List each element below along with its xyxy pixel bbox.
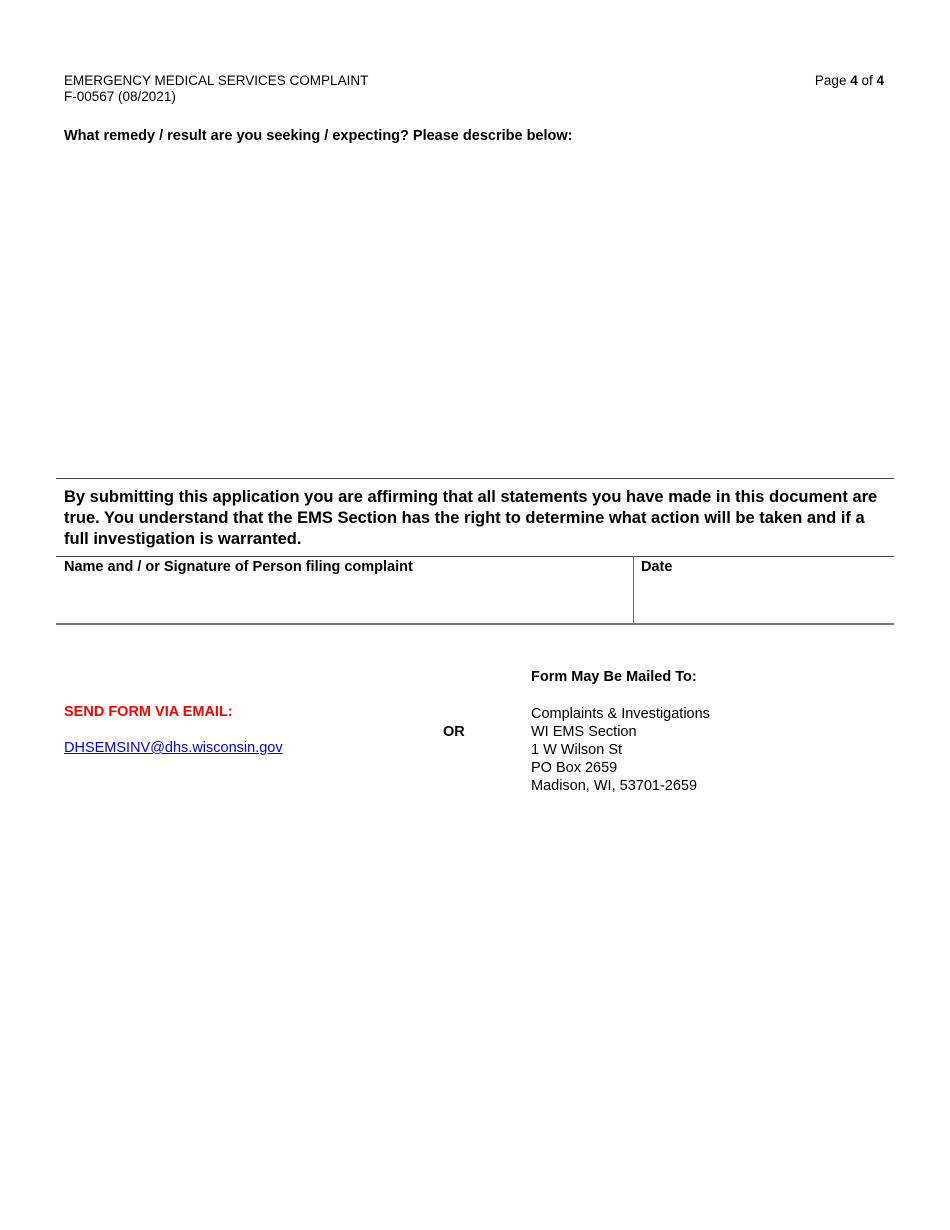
address-line: PO Box 2659 [531, 760, 618, 776]
signature-label: Name and / or Signature of Person filing complaint [64, 559, 413, 575]
address-line: 1 W Wilson St [531, 742, 623, 758]
divider [56, 623, 894, 625]
signature-field[interactable] [56, 580, 631, 622]
divider [56, 478, 894, 479]
divider-vertical [633, 556, 634, 623]
address-line: WI EMS Section [531, 724, 637, 740]
date-label: Date [641, 559, 673, 575]
divider [56, 556, 894, 557]
page-number [815, 73, 884, 89]
remedy-question: What remedy / result are you seeking / expecting? Please describe below: [64, 128, 573, 144]
form-number: F-00567 (08/2021) [64, 89, 176, 104]
mail-heading: Form May Be Mailed To: [531, 669, 697, 685]
page-current: 4 [850, 73, 858, 88]
page-prefix: Page [814, 73, 851, 88]
or-label: OR [443, 724, 465, 740]
email-link[interactable]: DHSEMSINV@dhs.wisconsin.gov [64, 740, 283, 756]
address-line: Complaints & Investigations [531, 706, 710, 722]
affirmation-text: By submitting this application you are affirming that all statements you have made in this document are true. You understand that the EMS Section has the right to determine what action will be taken and if a full investigation is warranted. [64, 488, 878, 548]
date-field[interactable] [636, 580, 892, 622]
page-of: of [857, 73, 877, 88]
page-total: 4 [876, 73, 884, 88]
address-line: Madison, WI, 53701-2659 [531, 778, 698, 794]
remedy-text-area[interactable] [64, 150, 894, 470]
form-title: EMERGENCY MEDICAL SERVICES COMPLAINT [64, 73, 369, 88]
mailing-address [531, 705, 710, 795]
email-heading: SEND FORM VIA EMAIL: [64, 704, 233, 720]
